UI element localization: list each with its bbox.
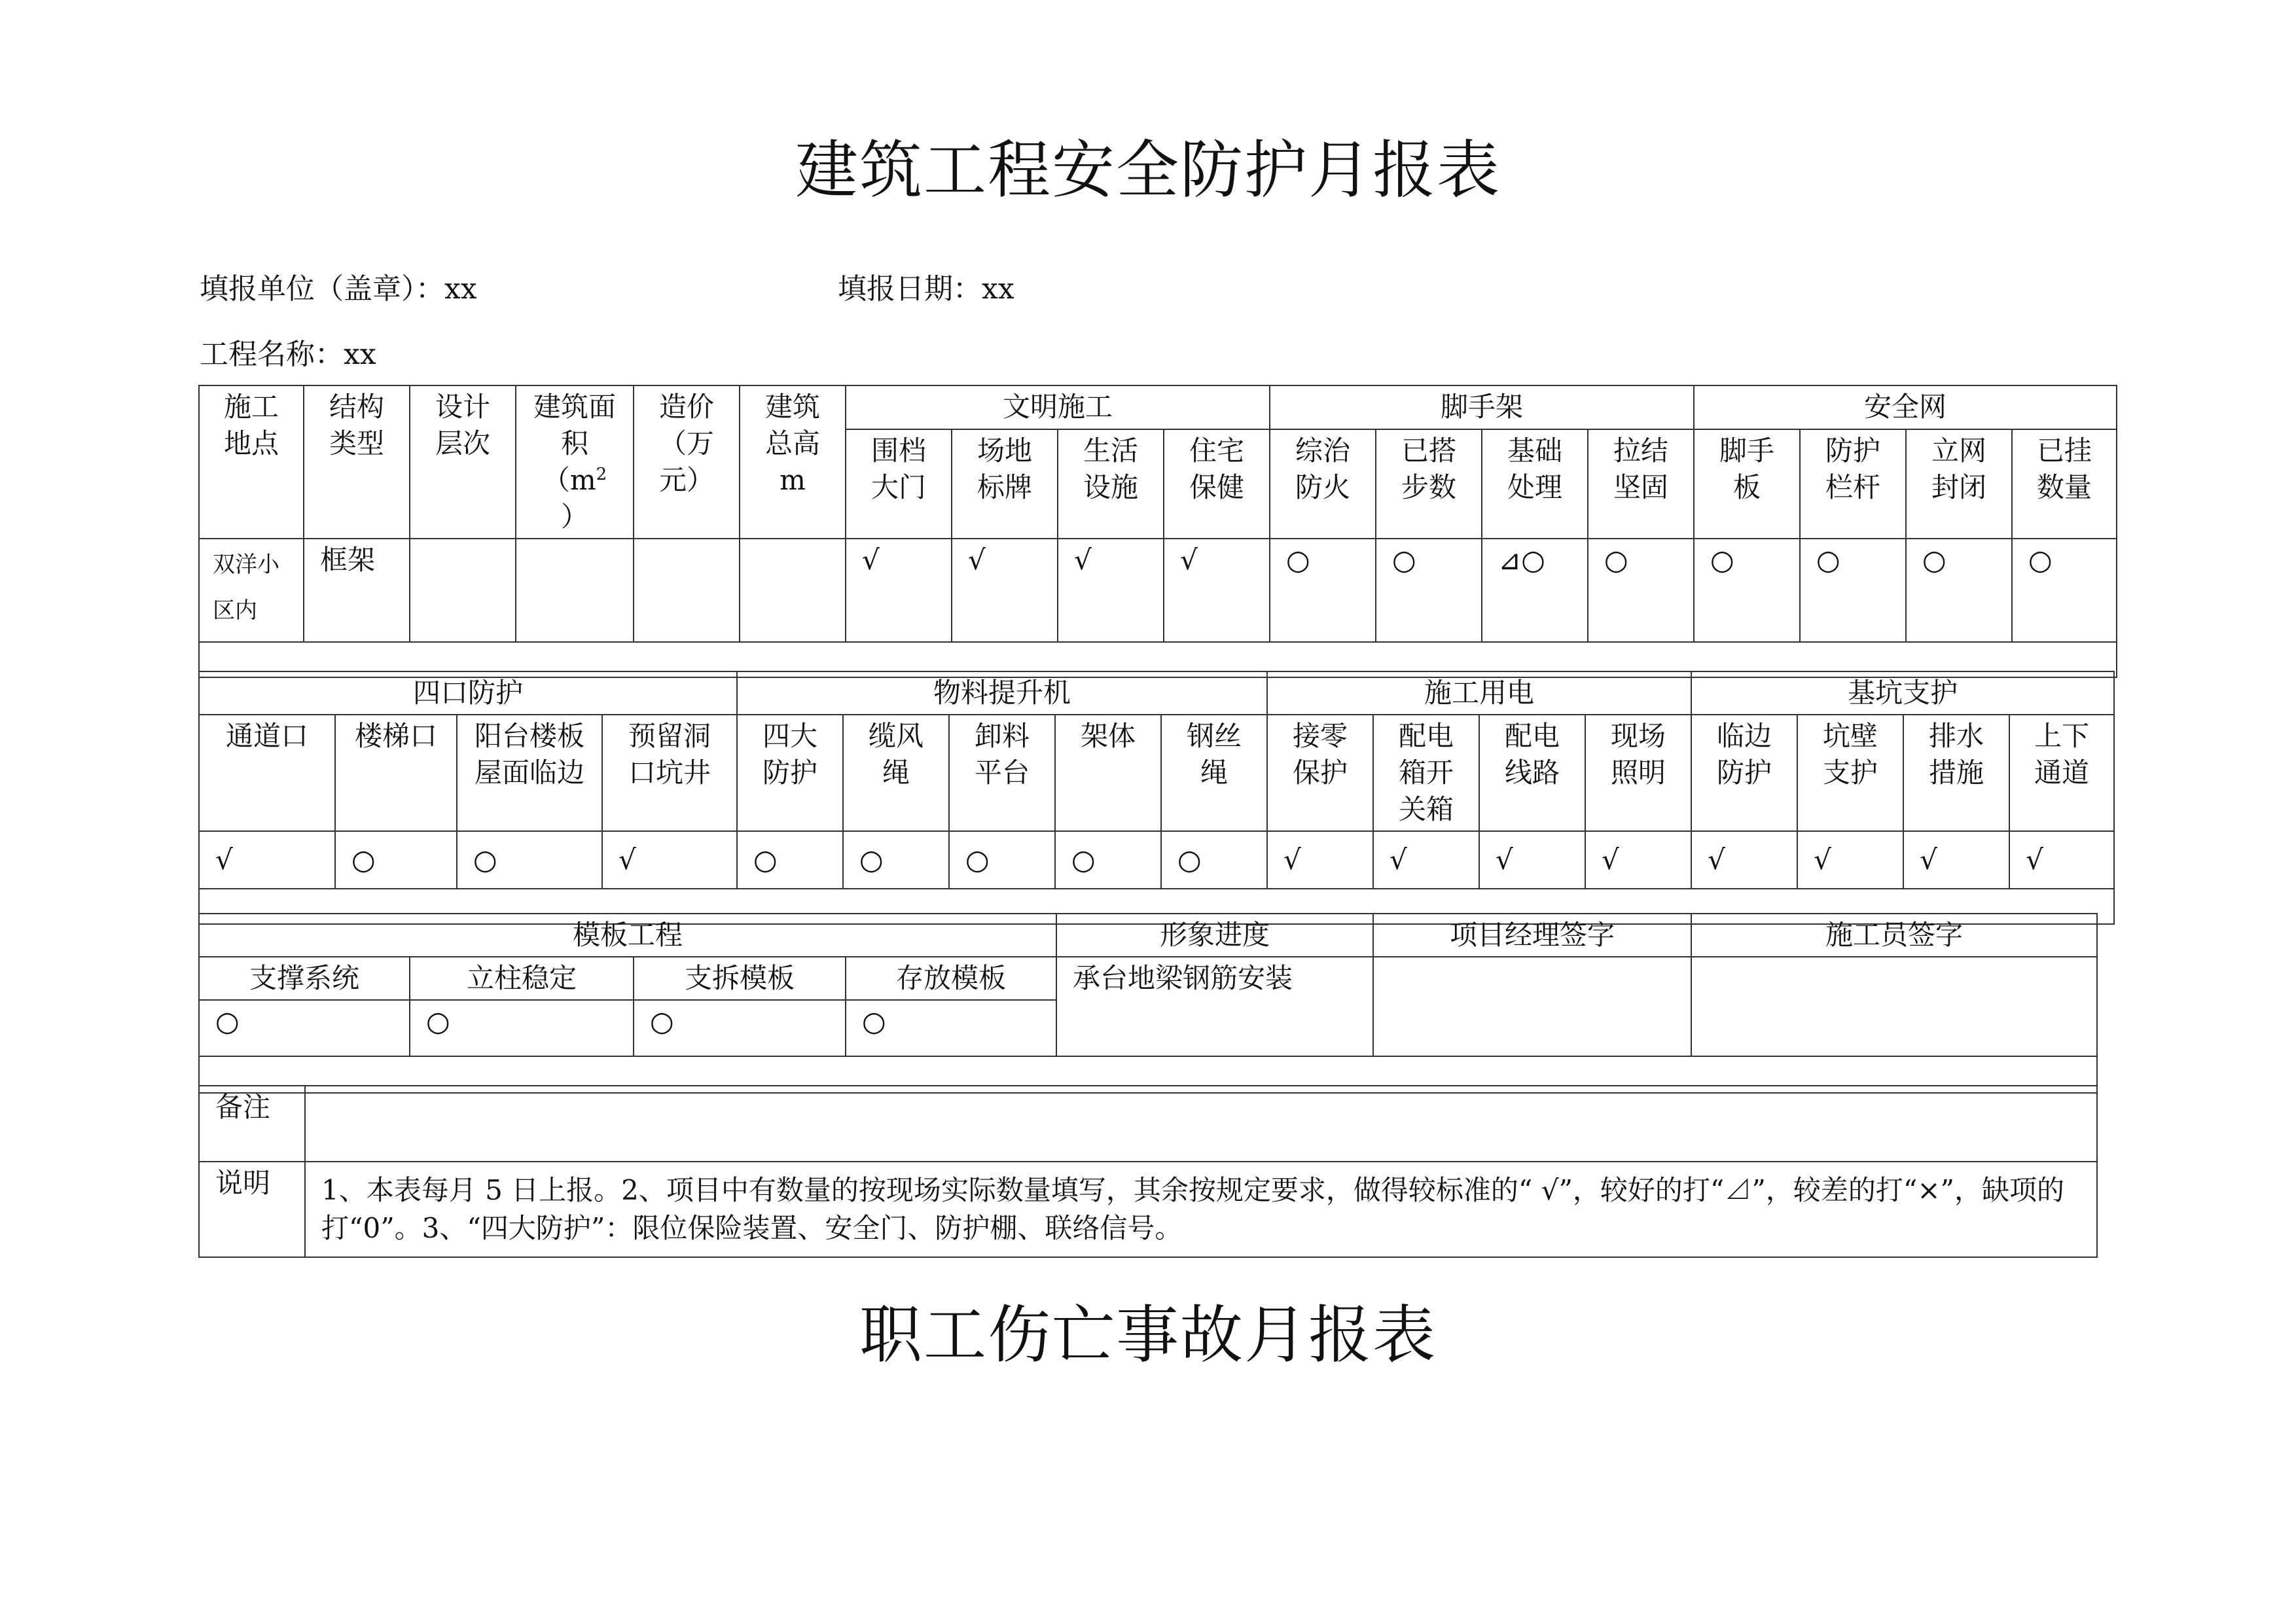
header-cost-line: （万 [658, 427, 714, 459]
subheader-2-line: 屋面临边 [474, 757, 584, 789]
header-structure-line: 结构 [329, 391, 384, 423]
subheader-5-line: 缆风 [869, 720, 924, 752]
subheader-9 [1267, 715, 1373, 831]
level-value [410, 539, 516, 642]
header-height [740, 385, 846, 539]
subheader-9-line: 栏杆 [1825, 471, 1881, 503]
subheader-2-line: 设施 [1083, 471, 1138, 503]
subheader-10-line: 立网 [1931, 434, 1987, 467]
header-cost-line: 造价 [658, 391, 714, 423]
subheader-7-line: 拉结 [1613, 434, 1669, 467]
formwork-column-header: 立柱稳定 [410, 957, 634, 1000]
formwork-storage-header: 存放模板 [846, 957, 1056, 1000]
subheader-10-line: 封闭 [1931, 471, 1987, 503]
subheader-9 [1800, 429, 1906, 539]
subheader-8 [1694, 429, 1800, 539]
subheader-1 [335, 715, 457, 831]
subheader-1 [952, 429, 1058, 539]
status-mark: √ [2009, 831, 2114, 889]
group-material-hoist: 物料提升机 [737, 671, 1267, 715]
subheader-7 [1055, 715, 1161, 831]
subheader-5 [1376, 429, 1482, 539]
subheader-3-line: 预留洞 [628, 720, 711, 752]
subheader-16-line: 上下 [2034, 720, 2090, 752]
subheader-13 [1691, 715, 1797, 831]
safety-table-part1 [198, 385, 2117, 678]
status-mark: √ [1479, 831, 1585, 889]
status-mark: √ [1691, 831, 1797, 889]
safety-table-part2 [198, 671, 2115, 925]
subheader-4-line: 防护 [762, 757, 818, 789]
header-height-line: m [780, 464, 806, 496]
formwork-assembly-header: 支拆模板 [634, 957, 846, 1000]
subheader-8-line: 绳 [1200, 757, 1229, 789]
status-mark: √ [846, 539, 952, 642]
subheader-8-line: 钢丝 [1187, 720, 1242, 752]
group-civil-construction: 文明施工 [846, 385, 1270, 429]
note-label: 说明 [199, 1162, 305, 1257]
group-progress: 形象进度 [1056, 914, 1373, 957]
subheader-4 [1270, 429, 1376, 539]
status-mark: ○ [1800, 539, 1906, 642]
subheader-15-line: 排水 [1929, 720, 1984, 752]
formwork-support-header: 支撑系统 [199, 957, 410, 1000]
worker-signature-value [1691, 957, 2097, 1056]
subheader-5 [843, 715, 949, 831]
subheader-11 [2012, 429, 2117, 539]
status-mark: ○ [457, 831, 602, 889]
status-mark: ○ [949, 831, 1055, 889]
status-mark: √ [1058, 539, 1164, 642]
subheader-9-line: 防护 [1825, 434, 1881, 467]
header-structure-line: 类型 [329, 427, 384, 459]
subheader-1-line: 场地 [977, 434, 1032, 467]
subheader-0 [199, 715, 335, 831]
subheader-14-line: 支护 [1823, 757, 1878, 789]
reporting-unit: 填报单位（盖章）：xx [200, 272, 477, 306]
subheader-5-line: 绳 [882, 757, 910, 789]
subheader-0-line: 大门 [870, 471, 926, 503]
status-mark: ○ [843, 831, 949, 889]
status-mark: √ [1585, 831, 1691, 889]
area-value [516, 539, 634, 642]
subheader-15-line: 措施 [1929, 757, 1984, 789]
subheader-3 [1164, 429, 1270, 539]
page-title: 建筑工程安全防护月报表 [795, 134, 1501, 207]
group-four-openings: 四口防护 [199, 671, 737, 715]
subheader-3 [602, 715, 737, 831]
formwork-support-mark: ○ [199, 1000, 410, 1056]
subheader-6 [1482, 429, 1588, 539]
group-construction-power: 施工用电 [1267, 671, 1691, 715]
subheader-2-line: 阳台楼板 [474, 720, 584, 752]
subheader-4-line: 防火 [1295, 471, 1351, 503]
subheader-4 [737, 715, 843, 831]
subheader-11-line: 配电 [1505, 720, 1560, 752]
subheader-9-line: 保护 [1293, 757, 1348, 789]
site-value-line: 区内 [213, 597, 257, 624]
subheader-13-line: 临边 [1717, 720, 1772, 752]
group-scaffold: 脚手架 [1270, 385, 1694, 429]
subheader-13-line: 防护 [1717, 757, 1772, 789]
header-level-line: 层次 [435, 427, 490, 459]
formwork-column-mark: ○ [410, 1000, 634, 1056]
subheader-8-line: 脚手 [1719, 434, 1775, 467]
status-mark: ○ [1694, 539, 1800, 642]
subheader-16 [2009, 715, 2114, 831]
site-value-line: 双洋小 [213, 552, 279, 578]
subheader-10-line: 关箱 [1399, 793, 1454, 825]
subheader-3-line: 口坑井 [628, 757, 711, 789]
subheader-0 [846, 429, 952, 539]
second-page-title: 职工伤亡事故月报表 [859, 1298, 1437, 1372]
header-site-line: 施工 [223, 391, 279, 423]
subheader-12-line: 照明 [1611, 757, 1666, 789]
subheader-2 [457, 715, 602, 831]
progress-value: 承台地梁钢筋安装 [1056, 957, 1373, 1056]
group-formwork: 模板工程 [199, 914, 1056, 957]
note-text: 1、本表每月 5 日上报。2、项目中有数量的按现场实际数量填写，其余按规定要求，做得较标准的“ √”，较好的打“⊿”，较差的打“×”，缺项的打“0”。3、“四大防护”：限位保险装置、安全门、防护棚、联络信号。 [305, 1162, 2097, 1257]
header-height-line: 总高 [764, 427, 820, 459]
remark-label: 备注 [199, 1086, 305, 1162]
status-mark: ○ [1588, 539, 1694, 642]
subheader-2 [1058, 429, 1164, 539]
status-mark: ○ [1906, 539, 2012, 642]
header-area-line: 建筑面 [533, 391, 616, 423]
subheader-11 [1479, 715, 1585, 831]
subheader-1-line: 楼梯口 [354, 720, 437, 752]
status-mark: √ [1164, 539, 1270, 642]
status-mark: √ [1373, 831, 1479, 889]
formwork-storage-mark: ○ [846, 1000, 1056, 1056]
reporting-date: 填报日期：xx [838, 272, 1014, 306]
subheader-11-line: 数量 [2037, 471, 2092, 503]
height-value [740, 539, 846, 642]
subheader-0-line: 通道口 [225, 720, 308, 752]
subheader-10-line: 箱开 [1399, 757, 1454, 789]
header-area [516, 385, 634, 539]
subheader-2-line: 生活 [1083, 434, 1138, 467]
project-name: 工程名称：xx [200, 338, 376, 371]
status-mark: ○ [335, 831, 457, 889]
manager-signature-value [1373, 957, 1691, 1056]
subheader-0-line: 围档 [870, 434, 926, 467]
status-mark: ○ [737, 831, 843, 889]
subheader-14-line: 坑壁 [1823, 720, 1878, 752]
status-mark: ○ [1161, 831, 1267, 889]
subheader-16-line: 通道 [2034, 757, 2090, 789]
subheader-5-line: 已搭 [1401, 434, 1457, 467]
safety-table-part3 [198, 913, 2098, 1094]
header-structure [304, 385, 410, 539]
subheader-7 [1588, 429, 1694, 539]
formwork-assembly-mark: ○ [634, 1000, 846, 1056]
subheader-5-line: 步数 [1401, 471, 1457, 503]
subheader-4-line: 四大 [762, 720, 818, 752]
subheader-11-line: 已挂 [2037, 434, 2092, 467]
header-site [199, 385, 304, 539]
status-mark: ⊿○ [1482, 539, 1588, 642]
header-site-line: 地点 [223, 427, 279, 459]
subheader-3-line: 住宅 [1189, 434, 1245, 467]
subheader-10 [1373, 715, 1479, 831]
subheader-4-line: 综治 [1295, 434, 1351, 467]
subheader-6-line: 卸料 [975, 720, 1030, 752]
subheader-6-line: 平台 [975, 757, 1030, 789]
status-mark: √ [1903, 831, 2009, 889]
subheader-10-line: 配电 [1399, 720, 1454, 752]
subheader-7-line: 坚固 [1613, 471, 1669, 503]
group-manager-signature: 项目经理签字 [1373, 914, 1691, 957]
header-level [410, 385, 516, 539]
subheader-8-line: 板 [1733, 471, 1761, 503]
subheader-10 [1906, 429, 2012, 539]
subheader-14 [1797, 715, 1903, 831]
header-cost-line: 元） [658, 464, 714, 496]
status-mark: √ [1267, 831, 1373, 889]
site-value [199, 539, 304, 642]
header-area-unit-text: （m [542, 464, 596, 496]
status-mark: √ [602, 831, 737, 889]
subheader-9-line: 接零 [1293, 720, 1348, 752]
group-pit-support: 基坑支护 [1691, 671, 2114, 715]
subheader-8 [1161, 715, 1267, 831]
header-area-unit [520, 462, 629, 499]
header-level-line: 设计 [435, 391, 490, 423]
remark-value [305, 1086, 2097, 1162]
subheader-6-line: 处理 [1507, 471, 1563, 503]
subheader-3-line: 保健 [1189, 471, 1245, 503]
cost-value [634, 539, 740, 642]
status-mark: ○ [1376, 539, 1482, 642]
subheader-7-line: 架体 [1081, 720, 1136, 752]
header-height-line: 建筑 [764, 391, 820, 423]
status-mark: √ [1797, 831, 1903, 889]
header-area-line: 积 [560, 427, 588, 459]
header-area-line: ） [560, 501, 588, 533]
status-mark: ○ [1055, 831, 1161, 889]
subheader-15 [1903, 715, 2009, 831]
structure-value: 框架 [304, 539, 410, 642]
subheader-6-line: 基础 [1507, 434, 1563, 467]
notes-table [198, 1085, 2098, 1258]
status-mark: ○ [2012, 539, 2117, 642]
status-mark: ○ [1270, 539, 1376, 642]
header-area-unit-sup: 2 [596, 465, 607, 484]
subheader-12-line: 现场 [1611, 720, 1666, 752]
header-cost [634, 385, 740, 539]
status-mark: √ [199, 831, 335, 889]
subheader-12 [1585, 715, 1691, 831]
status-mark: √ [952, 539, 1058, 642]
group-worker-signature: 施工员签字 [1691, 914, 2097, 957]
group-safety-net: 安全网 [1694, 385, 2117, 429]
subheader-6 [949, 715, 1055, 831]
subheader-1-line: 标牌 [977, 471, 1032, 503]
subheader-11-line: 线路 [1505, 757, 1560, 789]
